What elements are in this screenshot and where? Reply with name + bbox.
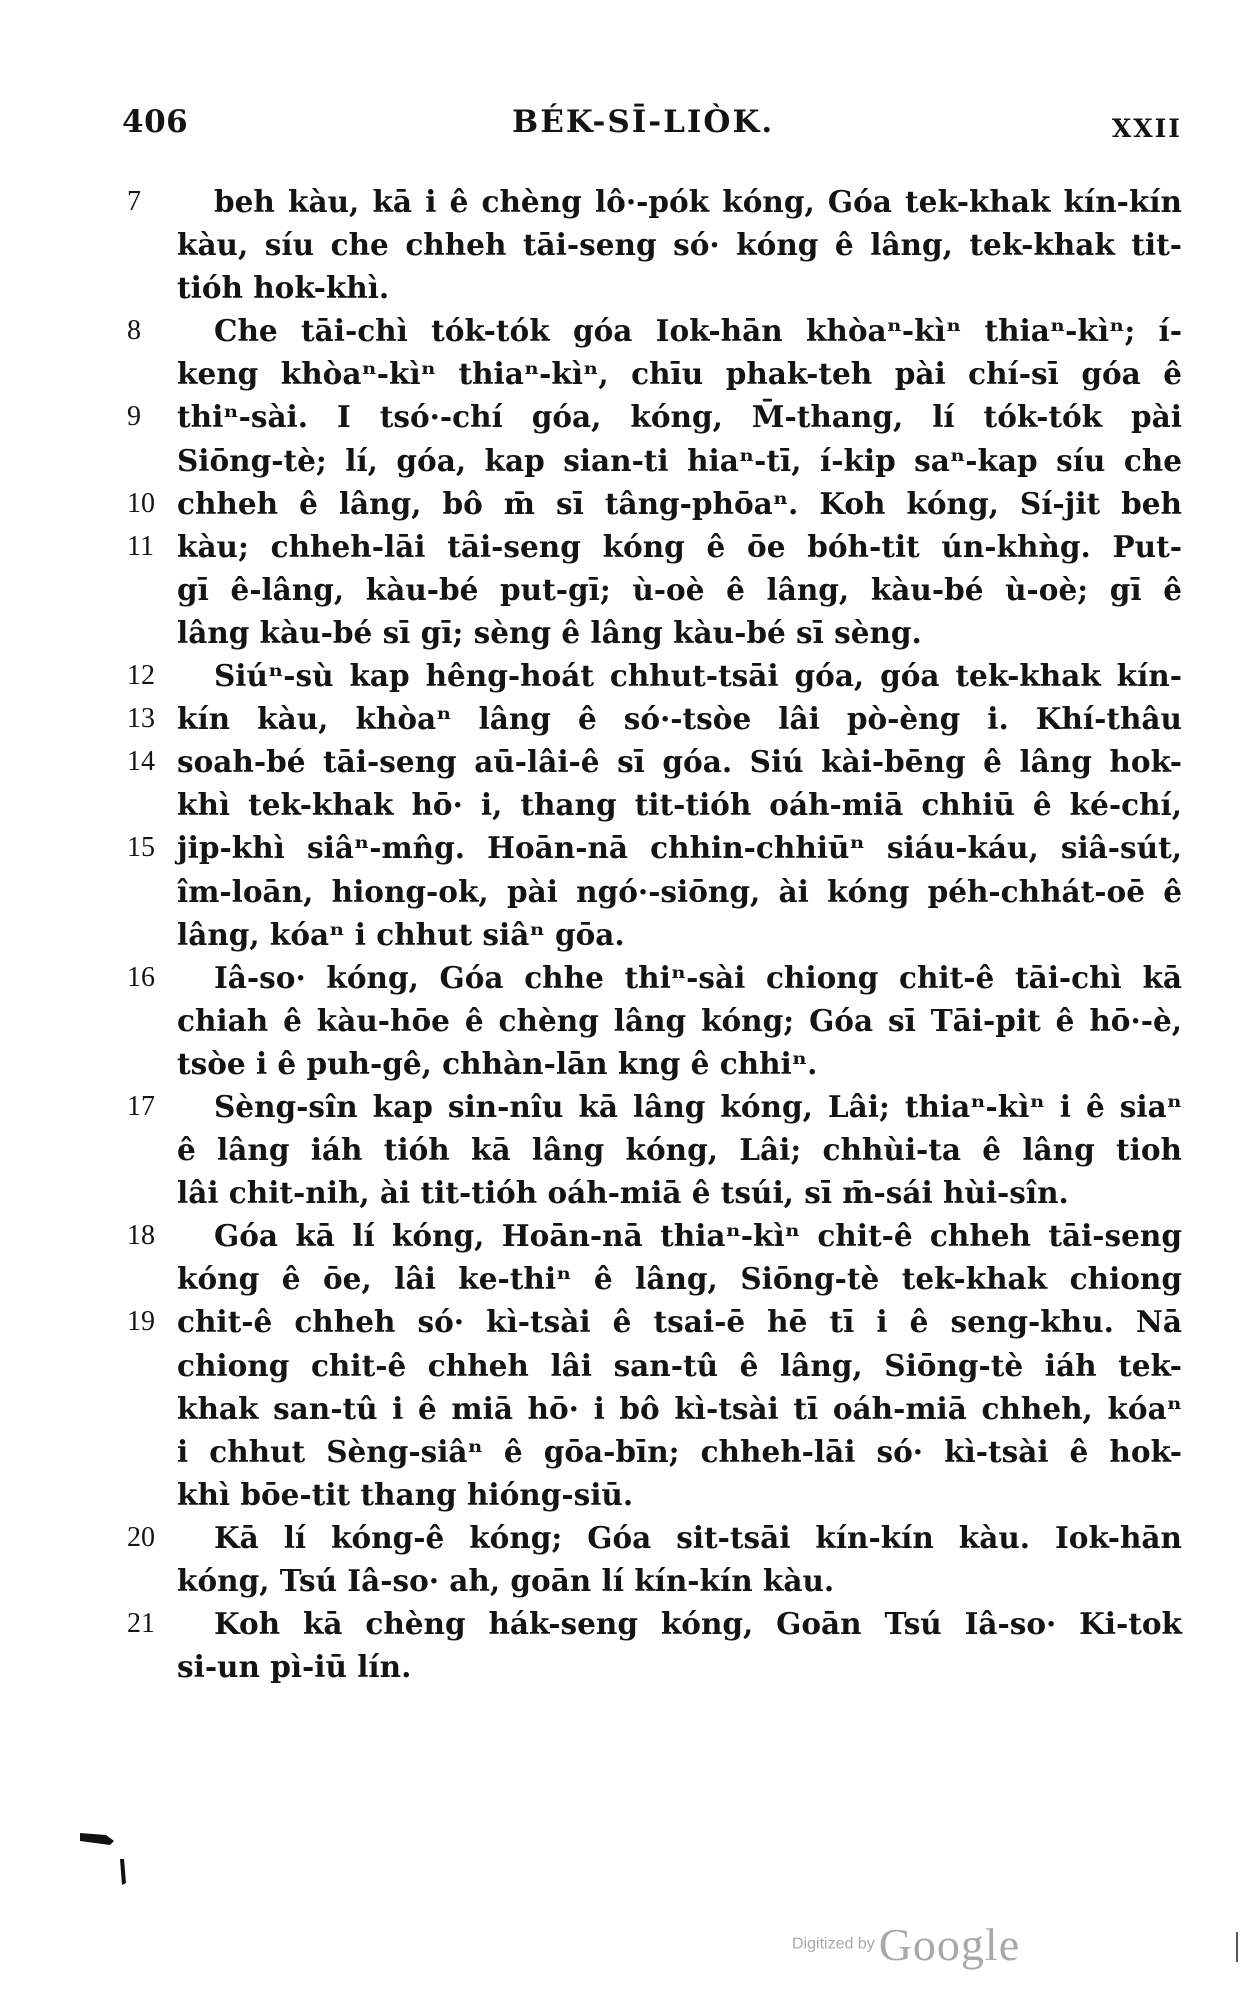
text-line xyxy=(0,999,1249,1042)
text-line xyxy=(0,1128,1249,1171)
text-line xyxy=(0,1602,1249,1645)
text-line xyxy=(0,1387,1249,1430)
page-number: 406 xyxy=(122,104,189,140)
edge-mark xyxy=(1236,1932,1238,1962)
text-line xyxy=(0,654,1249,697)
verse-number: 17 xyxy=(127,1090,155,1122)
text-line xyxy=(0,956,1249,999)
text-line xyxy=(0,1257,1249,1300)
verse-number: 13 xyxy=(127,703,155,735)
line-text: soah-bé tāi-seng aū-lâi-ê sī góa. Siú kài-bēng ê lâng hok- xyxy=(177,744,1182,780)
text-line xyxy=(0,697,1249,740)
text-line xyxy=(0,352,1249,395)
line-text: chheh ê lâng, bô m̄ sī tâng-phōaⁿ. Koh kóng, Sí-jit beh xyxy=(177,485,1182,521)
verse-number: 16 xyxy=(127,961,155,993)
text-line xyxy=(0,1042,1249,1085)
line-text: i chhut Sèng-siâⁿ ê gōa-bīn; chheh-lāi só· kì-tsài ê hok- xyxy=(177,1433,1182,1469)
text-line xyxy=(0,482,1249,525)
text-line xyxy=(0,1085,1249,1128)
text-line xyxy=(0,611,1249,654)
text-line xyxy=(0,783,1249,826)
text-line xyxy=(0,1516,1249,1559)
line-text: khak san-tû i ê miā hō· i bô kì-tsài tī oáh-miā chheh, kóaⁿ xyxy=(177,1390,1182,1426)
text-line xyxy=(0,826,1249,869)
verse-number: 15 xyxy=(127,832,155,864)
running-header xyxy=(122,104,1182,152)
verse-number: 21 xyxy=(127,1608,155,1640)
line-text: beh kàu, kā i ê chèng lô·-pók kóng, Góa tek-khak kín-kín xyxy=(214,184,1182,219)
line-text: îm-loān, hiong-ok, pài ngó·-siōng, ài kóng péh-chhát-oē ê xyxy=(177,873,1182,909)
line-text: tsòe i ê puh-gê, chhàn-lān kng ê chhiⁿ. xyxy=(177,1045,818,1081)
text-line xyxy=(0,1430,1249,1473)
text-line xyxy=(0,568,1249,611)
line-text: kóng, Tsú Iâ-so· ah, goān lí kín-kín kàu. xyxy=(177,1563,835,1598)
verse-number: 8 xyxy=(127,315,141,347)
line-text: Siúⁿ-sù kap hêng-hoát chhut-tsāi góa, góa tek-khak kín- xyxy=(214,658,1182,694)
line-text: Sèng-sîn kap sin-nîu kā lâng kóng, Lâi; thiaⁿ-kìⁿ i ê siaⁿ xyxy=(214,1088,1182,1124)
text-line xyxy=(0,1300,1249,1343)
verse-number: 7 xyxy=(127,186,141,217)
line-text: Góa kā lí kóng, Hoān-nā thiaⁿ-kìⁿ chit-ê chheh tāi-seng xyxy=(214,1218,1182,1254)
line-text: lâng, kóaⁿ i chhut siâⁿ gōa. xyxy=(177,916,625,952)
line-text: jip-khì siâⁿ-mn̂g. Hoān-nā chhin-chhiūⁿ siáu-káu, siâ-sút, xyxy=(177,830,1182,866)
text-line xyxy=(0,740,1249,783)
verse-number: 14 xyxy=(127,746,155,778)
line-text: chit-ê chheh só· kì-tsài ê tsai-ē hē tī i ê seng-khu. Nā xyxy=(177,1304,1182,1340)
line-text: lâng kàu-bé sī gī; sèng ê lâng kàu-bé sī sèng. xyxy=(177,614,922,650)
body-text xyxy=(0,180,1249,1688)
verse-number: 19 xyxy=(127,1306,155,1338)
text-line xyxy=(0,180,1249,223)
line-text: chiong chit-ê chheh lâi san-tû ê lâng, Siōng-tè iáh tek- xyxy=(177,1347,1182,1383)
verse-number: 18 xyxy=(127,1220,155,1252)
chapter-number: XXII xyxy=(1111,114,1182,143)
verse-number: 9 xyxy=(127,401,141,433)
line-text: Siōng-tè; lí, góa, kap sian-ti hiaⁿ-tī, í-kip saⁿ-kap síu che xyxy=(177,442,1182,478)
line-text: gī ê-lâng, kàu-bé put-gī; ù-oè ê lâng, kàu-bé ù-oè; gī ê xyxy=(177,571,1182,607)
line-text: Iâ-so· kóng, Góa chhe thiⁿ-sài chiong chit-ê tāi-chì kā xyxy=(214,959,1182,995)
google-logo: Google xyxy=(878,1919,1021,1970)
line-text: khì tek-khak hō· i, thang tit-tióh oáh-miā chhiū ê ké-chí, xyxy=(177,787,1182,823)
line-text: kàu, síu che chheh tāi-seng só· kóng ê lâng, tek-khak tit- xyxy=(177,227,1182,263)
text-line xyxy=(0,525,1249,568)
book-title: BÉK-SĪ-LIÒK. xyxy=(512,104,775,140)
text-line xyxy=(0,439,1249,482)
line-text: chiah ê kàu-hōe ê chèng lâng kóng; Góa sī Tāi-pit ê hō·-è, xyxy=(177,1002,1182,1038)
line-text: si-un pì-iū lín. xyxy=(177,1649,412,1685)
line-text: Koh kā chèng hák-seng kóng, Goān Tsú Iâ-so· Ki-tok xyxy=(214,1606,1182,1642)
text-line xyxy=(0,1559,1249,1602)
verse-number: 11 xyxy=(127,530,154,562)
text-line xyxy=(0,223,1249,266)
text-line xyxy=(0,1645,1249,1688)
text-line xyxy=(0,1171,1249,1214)
line-text: kóng ê ōe, lâi ke-thiⁿ ê lâng, Siōng-tè tek-khak chiong xyxy=(177,1261,1182,1297)
text-line xyxy=(0,870,1249,913)
verse-number: 10 xyxy=(127,487,155,519)
line-text: kín kàu, khòaⁿ lâng ê só·-tsòe lâi pò-èng i. Khí-thâu xyxy=(177,701,1182,737)
digitization-footer xyxy=(792,1918,1020,1971)
line-text: khì bōe-tit thang hióng-siū. xyxy=(177,1476,634,1512)
line-text: thiⁿ-sài. I tsó·-chí góa, kóng, M̄-thang, lí tók-tók pài xyxy=(177,399,1182,435)
text-line xyxy=(0,1344,1249,1387)
digitized-by-label: Digitized by xyxy=(792,1935,875,1953)
text-line xyxy=(0,913,1249,956)
line-text: lâi chit-nih, ài tit-tióh oáh-miā ê tsúi, sī m̄-sái hùi-sîn. xyxy=(177,1175,1069,1211)
line-text: kàu; chheh-lāi tāi-seng kóng ê ōe bóh-tit ún-khǹg. Put- xyxy=(177,528,1182,564)
line-text: Kā lí kóng-ê kóng; Góa sit-tsāi kín-kín kàu. Iok-hān xyxy=(214,1519,1182,1555)
ink-smudge-mark xyxy=(80,1825,132,1885)
text-line xyxy=(0,395,1249,438)
verse-number: 12 xyxy=(127,660,155,692)
line-text: keng khòaⁿ-kìⁿ thiaⁿ-kìⁿ, chīu phak-teh pài chí-sī góa ê xyxy=(177,356,1182,392)
text-line xyxy=(0,266,1249,309)
text-line xyxy=(0,309,1249,352)
text-line xyxy=(0,1473,1249,1516)
line-text: tióh hok-khì. xyxy=(177,270,390,306)
verse-number: 20 xyxy=(127,1521,155,1553)
line-text: ê lâng iáh tióh kā lâng kóng, Lâi; chhùi-ta ê lâng tioh xyxy=(177,1132,1182,1168)
line-text: Che tāi-chì tók-tók góa Iok-hān khòaⁿ-kìⁿ thiaⁿ-kìⁿ; í- xyxy=(214,313,1182,349)
text-line xyxy=(0,1214,1249,1257)
